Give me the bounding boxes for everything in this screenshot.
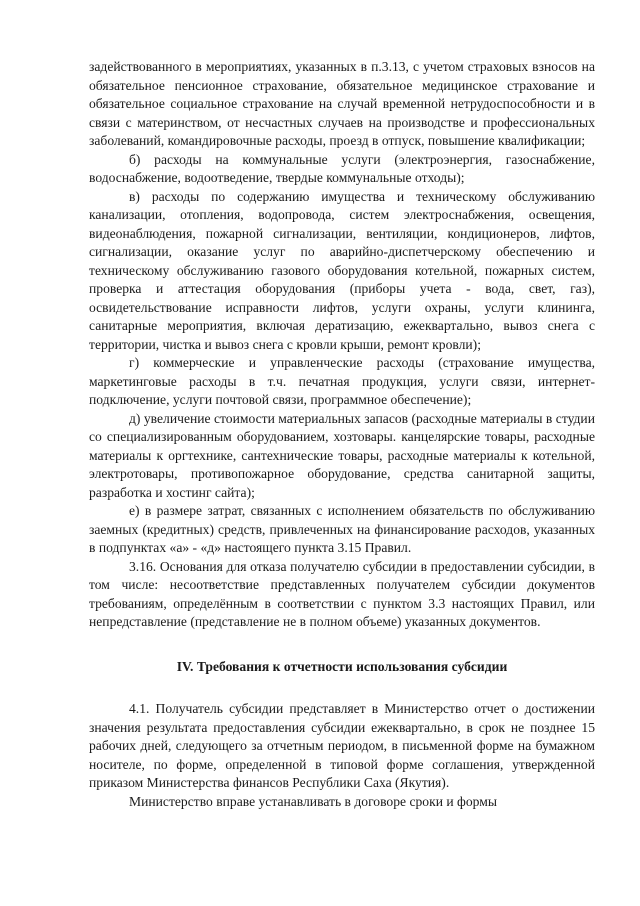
- paragraph-materials: д) увеличение стоимости материальных запасов (расходные материалы в студии со специализированным оборудованием, хозтовары. канцелярские товары, расходные материалы к оргтехнике, сантехнические товары, расходные материалы к котельной, электротовары, противопожарное оборудование, средства санитарной защиты, разработка и хостинг сайта);: [89, 410, 595, 500]
- paragraph-insurance-contributions: задействованного в мероприятиях, указанных в п.3.13, с учетом страховых взносов на обязательное пенсионное страхование, обязательное медицинское страхование и обязательное социальное страхование на случай временной нетрудоспособности и в связи с материнством, от несчастных случаев на производстве и профессиональных заболеваний, командировочные расходы, проезд в отпуск, повышение квалификации;: [89, 59, 595, 148]
- section-heading: IV. Требования к отчетности использования субсидии: [176, 658, 508, 674]
- paragraph-commercial-expenses: г) коммерческие и управленческие расходы (страхование имущества, маркетинговые расходы в т.ч. печатная продукция, услуги связи, интернет-подключение, услуги почтовой связи, программное обеспечение);: [89, 355, 595, 407]
- document-page: [89, 58, 595, 811]
- paragraph-utilities: б) расходы на коммунальные услуги (электроэнергия, газоснабжение, водоснабжение, водоотведение, твердые коммунальные отходы);: [89, 151, 595, 185]
- paragraph-property-maintenance: в) расходы по содержанию имущества и техническому обслуживанию канализации, отопления, водопровода, систем электроснабжения, освещения, видеонаблюдения, пожарной сигнализации, вентиляции, кондиционеров, лифтов, сигнализации, оказание услуг по аварийно-диспетчерскому обеспечению и техническому обслуживанию газового оборудования котельной, пожарных систем, проверка и аттестация оборудования (приборы учета - вода, свет, газ), освидетельствование исправности лифтов, услуги охраны, услуги клининга, санитарные мероприятия, включая дератизацию, ежеквартально, вывоз снега с территории, чистка и вывоз снега с кровли крыши, ремонт кровли);: [89, 188, 595, 352]
- paragraph-reporting: 4.1. Получатель субсидии представляет в Министерство отчет о достижении значения результата предоставления субсидии ежеквартально, в срок не позднее 15 рабочих дней, следующего за отчетным периодом, в письменной форме на бумажном носителе, по форме, определенной в типовой форме соглашения, утвержденной приказом Министерства финансов Республики Саха (Якутия).: [89, 701, 595, 790]
- paragraph-refusal-grounds: 3.16. Основания для отказа получателю субсидии в предоставлении субсидии, в том числе: несоответствие представленных получателем субсидии документов требованиям, определённым в соответствии с пунктом 3.3 настоящих Правил, или непредставление (представление не в полном объеме) указанных документов.: [89, 558, 595, 629]
- paragraph-loan-costs: е) в размере затрат, связанных с исполнением обязательств по обслуживанию заемных (кредитных) средств, привлеченных на финансирование расходов, указанных в подпунктах «а» - «д» настоящего пункта 3.15 Правил.: [89, 503, 595, 555]
- paragraph-ministry-rights: Министерство вправе устанавливать в договоре сроки и формы: [129, 793, 497, 809]
